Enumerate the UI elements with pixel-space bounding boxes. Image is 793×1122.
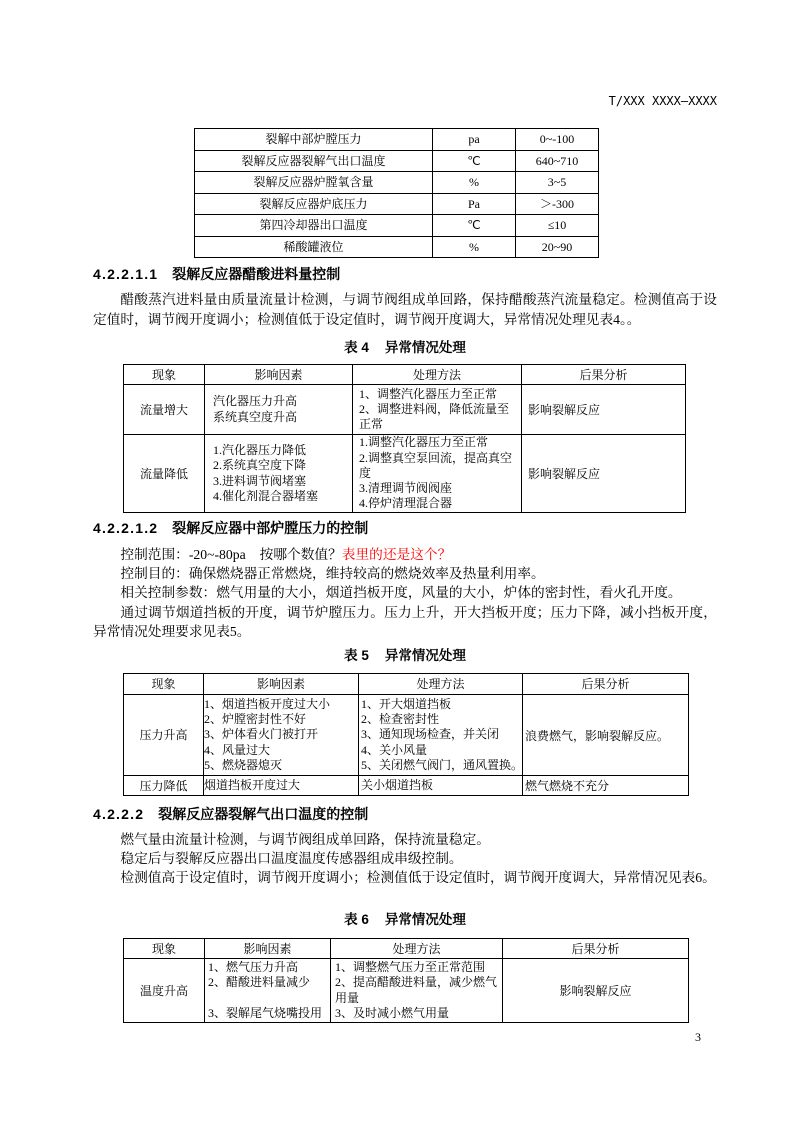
factor-item: 1.汽化器压力降低 [213,442,307,457]
header-actions: 处理方法 [353,365,522,385]
abnormal-handling-table-6 [123,938,689,1023]
table-caption [93,912,717,928]
section-body [93,545,717,641]
factor-item: 1、燃气压力升高 [208,959,299,974]
phenomenon-cell: 温度升高 [124,959,205,1023]
table-title: 异常情况处理 [384,912,466,927]
header-factors: 影响因素 [204,674,359,695]
abnormal-handling-table-5 [123,673,689,796]
table-header-row [124,674,689,695]
factor-item: 3、炉体看火门被打开 [204,727,319,742]
header-phenomenon: 现象 [124,365,205,385]
table-row [124,385,686,435]
factor-item: 2.系统真空度下降 [213,458,307,473]
section-number: 4.2.2.1.1 [93,266,159,282]
section-heading [93,266,340,282]
control-purpose: 控制目的：确保燃烧器正常燃烧，维持较高的燃烧效率及热量利用率。 [120,566,545,582]
table-label: 表 5 [344,648,369,663]
control-parameters: 相关控制参数：燃气用量的大小，烟道挡板开度，风量的大小，炉体的密封性，看火孔开度。 [120,585,682,601]
control-range-line [93,545,717,564]
abnormal-handling-table-4 [123,364,686,513]
actions-cell [359,776,523,796]
factors-cell [204,776,359,796]
consequence-cell: 影响裂解反应 [503,959,689,1023]
action-item: 3、及时减小燃气用量 [335,1005,450,1020]
parameter-table [194,128,599,258]
parameter-unit: Pa [433,193,516,215]
table-caption [93,648,717,664]
section-heading [93,520,368,536]
document-code: T/XXX XXXX—XXXX [608,94,717,108]
page-number: 3 [695,1030,701,1044]
consequence-cell: 燃气燃烧不充分 [523,776,689,796]
table-caption [93,340,717,356]
factor-item: 5、燃烧器熄灭 [204,757,283,772]
action-item: 2、检查密封性 [361,712,440,727]
parameter-row [195,236,599,258]
header-factors: 影响因素 [205,939,331,959]
phenomenon-cell: 压力升高 [124,695,204,776]
factors-cell [205,385,353,435]
header-consequence: 后果分析 [503,939,689,959]
table-row [124,695,689,776]
parameter-range: ＞-300 [516,193,599,215]
review-comment: 表里的还是这个？ [341,547,452,562]
parameter-row [195,193,599,215]
table-label: 表 4 [344,340,369,355]
parameter-range: 3~5 [516,172,599,194]
actions-cell [353,435,522,513]
table-title: 异常情况处理 [384,340,466,355]
factor-item: 3、裂解尾气烧嘴投用 [208,1005,323,1020]
parameter-name: 裂解中部炉膛压力 [195,129,433,151]
paragraph: 醋酸蒸汽进料量由质量流量计检测，与调节阀组成单回路，保持醋酸蒸汽流量稳定。检测值高于设定值时，调节阀开度调小；检测值低于设定值时，调节阀开度调大，异常情况处理见表4。。 [93,292,717,327]
table-row [124,776,689,796]
parameter-unit: ℃ [433,215,516,237]
parameter-row [195,150,599,172]
parameter-name: 裂解反应器裂解气出口温度 [195,150,433,172]
action-item: 1、调整汽化器压力至正常 [359,386,498,401]
section-heading [93,806,368,822]
section-title: 裂解反应器中部炉膛压力的控制 [172,520,369,536]
header-actions: 处理方法 [331,939,503,959]
action-item: 1、开大烟道挡板 [361,696,452,711]
review-question: 按哪个数值？ [259,547,342,562]
factor-item: 4、风量过大 [204,742,271,757]
factor-item: 3.进料调节阀堵塞 [213,473,307,488]
table-title: 异常情况处理 [384,648,466,663]
parameter-row [195,172,599,194]
action-item: 2、提高醋酸进料量，减少燃气用量 [335,975,498,1005]
factor-item: 2、炉膛密封性不好 [204,712,307,727]
action-item: 4、关小风量 [361,742,428,757]
control-range: 控制范围：-20~-80pa [120,547,246,562]
factor-item: 2、醋酸进料量减少 [208,975,311,990]
header-consequence: 后果分析 [522,365,686,385]
phenomenon-cell: 流量增大 [124,385,205,435]
actions-cell [359,695,523,776]
parameter-range: ≤10 [516,215,599,237]
action-item: 3、通知现场检查，并关闭 [361,727,500,742]
table-header-row [124,365,686,385]
header-phenomenon: 现象 [124,939,205,959]
paragraph: 检测值高于设定值时，调节阀开度调小；检测值低于设定值时，调节阀开度调大，异常情况见表6。 [120,869,716,885]
factor-item: 4.催化剂混合器堵塞 [213,488,319,503]
action-item: 3.清理调节阀阀座 [359,481,453,496]
parameter-unit: pa [433,129,516,151]
section-title: 裂解反应器醋酸进料量控制 [172,266,341,282]
consequence-cell: 浪费燃气，影响裂解反应。 [523,695,689,776]
action-item: 1、调整燃气压力至正常范围 [335,959,486,974]
paragraph: 燃气量由流量计检测，与调节阀组成单回路，保持流量稳定。 [120,831,490,847]
control-method: 通过调节烟道挡板的开度，调节炉膛压力。压力上升，开大挡板开度；压力下降，减小挡板开度，异常情况处理要求见表5。 [93,604,717,639]
action-item: 2.调整真空泵回流，提高真空度 [359,450,513,480]
phenomenon-cell: 压力降低 [124,776,204,796]
factor-item: 汽化器压力升高 [213,394,298,409]
phenomenon-cell: 流量降低 [124,435,205,513]
section-number: 4.2.2.2 [93,806,145,822]
parameter-range: 0~-100 [516,129,599,151]
consequence-cell: 影响裂解反应 [522,385,686,435]
section-number: 4.2.2.1.2 [93,520,159,536]
section-title: 裂解反应器裂解气出口温度的控制 [158,806,369,822]
action-item: 5、关闭燃气阀门，通风置换。 [361,757,524,772]
parameter-unit: % [433,236,516,258]
factors-cell [205,959,331,1023]
parameter-name: 裂解反应器炉膛氧含量 [195,172,433,194]
factor-item: 烟道挡板开度过大 [204,777,301,792]
header-consequence: 后果分析 [523,674,689,695]
parameter-name: 裂解反应器炉底压力 [195,193,433,215]
parameter-range: 20~90 [516,236,599,258]
action-item: 1.调整汽化器压力至正常 [359,435,489,450]
factors-cell [204,695,359,776]
table-label: 表 6 [344,912,369,927]
action-item: 2、调整进料阀，降低流量至正常 [359,401,510,432]
parameter-name: 第四冷却器出口温度 [195,215,433,237]
section-body [93,830,717,887]
header-factors: 影响因素 [205,365,353,385]
parameter-unit: % [433,172,516,194]
factor-item: 系统真空度升高 [213,409,298,424]
action-item: 关小烟道挡板 [361,777,434,792]
parameter-range: 640~710 [516,150,599,172]
actions-cell [331,959,503,1023]
action-item: 4.停炉清理混合器 [359,496,453,511]
paragraph: 稳定后与裂解反应器出口温度温度传感器组成串级控制。 [120,850,463,866]
table-row [124,435,686,513]
consequence-cell: 影响裂解反应 [522,435,686,513]
section-body [93,290,717,330]
factor-item: 1、烟道挡板开度过大小 [204,696,331,711]
parameter-row [195,215,599,237]
table-header-row [124,939,689,959]
parameter-row [195,129,599,151]
actions-cell [353,385,522,435]
parameter-unit: ℃ [433,150,516,172]
factors-cell [205,435,353,513]
header-actions: 处理方法 [359,674,523,695]
header-phenomenon: 现象 [124,674,204,695]
table-row [124,959,689,1023]
parameter-name: 稀酸罐液位 [195,236,433,258]
